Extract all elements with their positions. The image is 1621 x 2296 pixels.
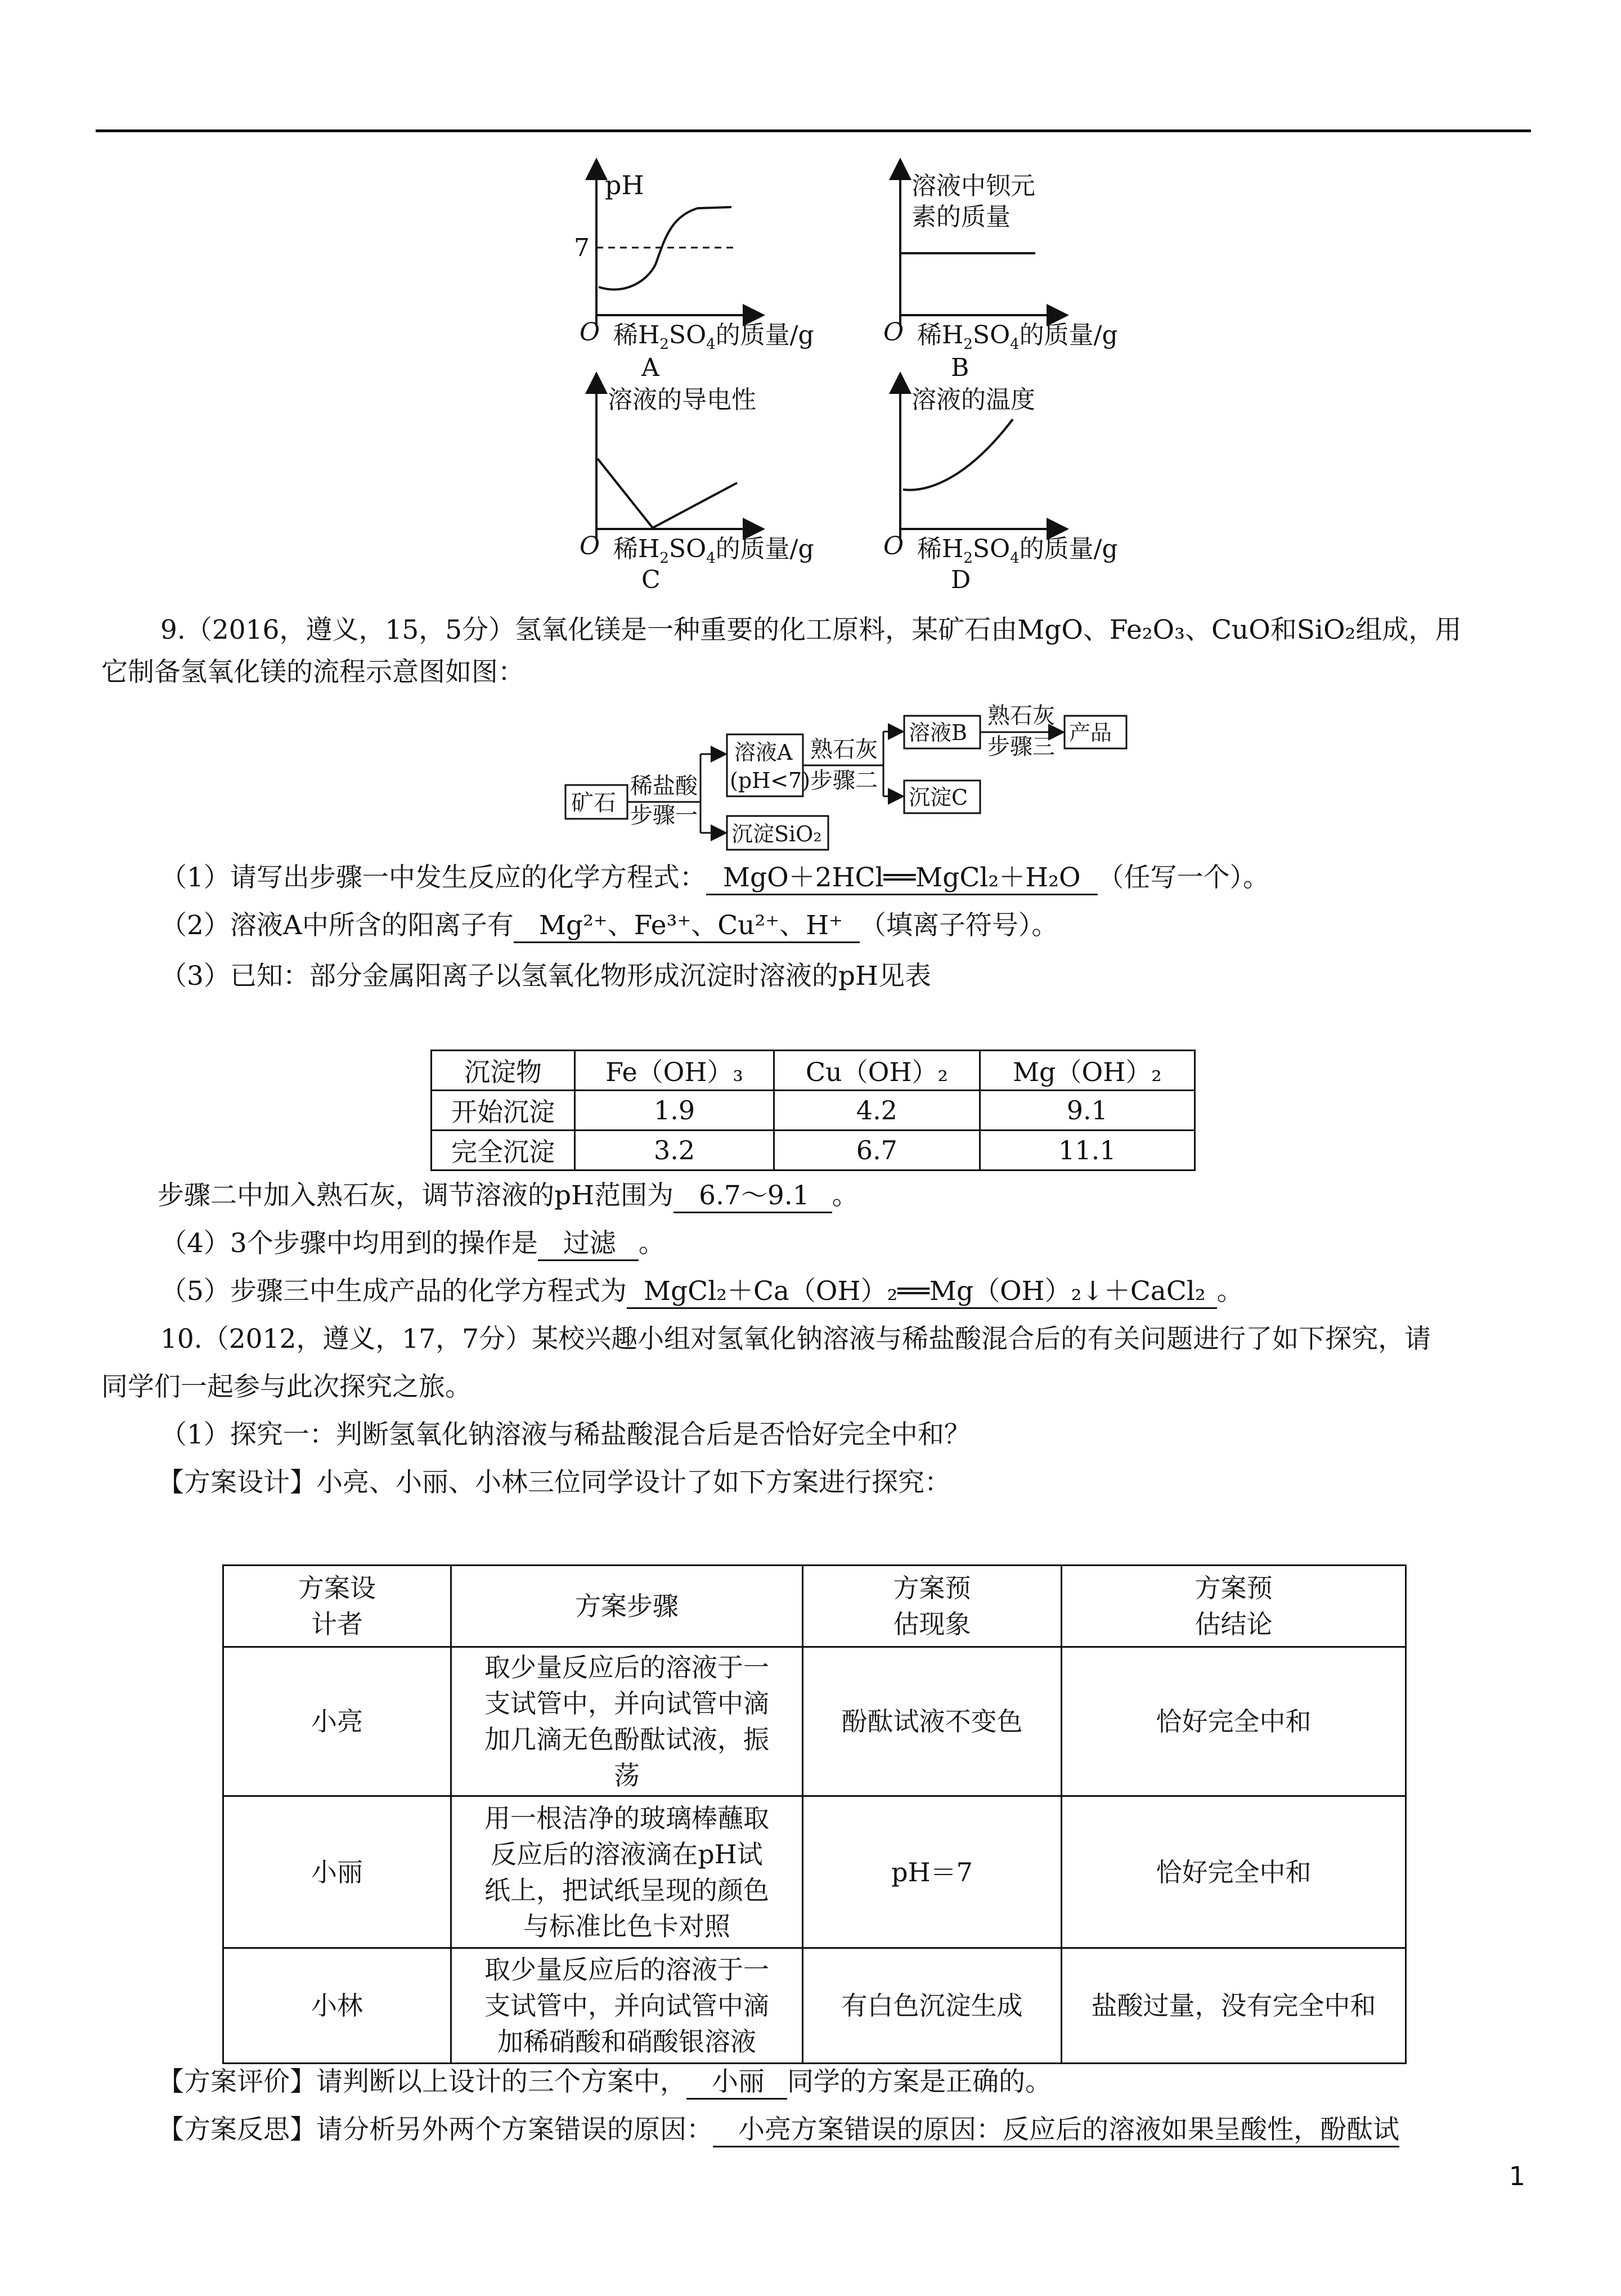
q10-evaluation: 【方案评价】请判断以上设计的三个方案中， 小丽 同学的方案是正确的。 [158, 2062, 1052, 2102]
graph-a-letter: A [641, 353, 659, 382]
table-header-row: 方案设 计者 方案步骤 方案预 估现象 方案预 估结论 [223, 1566, 1406, 1647]
q9-line2: 它制备氢氧化镁的流程示意图如图： [101, 657, 524, 688]
graph-d-xlabel: 稀$H_2SO_4$的质量/g [917, 535, 1118, 567]
table-row: 小亮 取少量反应后的溶液于一 支试管中，并向试管中滴 加几滴无色酚酞试液，振 荡 酚酞试液不变色 恰好完全中和 [223, 1647, 1406, 1796]
graph-b [883, 169, 1118, 382]
svg-text:沉淀C: 沉淀C [909, 785, 968, 810]
graph-b-letter: B [951, 353, 969, 382]
graph-b-ylabel-1: 溶液中钡元 [911, 172, 1035, 200]
table-row: 开始沉淀 1.9 4.2 9.1 [432, 1091, 1195, 1131]
graph-b-ylabel-2: 素的质量 [911, 203, 1011, 231]
flowchart [0, 692, 1621, 861]
graphs-figure [0, 0, 1621, 597]
svg-text:溶液B: 溶液B [909, 720, 967, 745]
svg-text:O: O [883, 318, 904, 347]
q10-line1: 10.（2012，遵义，17，7分）某校兴趣小组对氢氧化钠溶液与稀盐酸混合后的有关问题进行了如下探究，请 [160, 1324, 1431, 1355]
q10-design: 【方案设计】小亮、小丽、小林三位同学设计了如下方案进行探究： [158, 1467, 951, 1498]
q10-sub1: （1）探究一：判断氢氧化钠溶液与稀盐酸混合后是否恰好完全中和？ [160, 1419, 971, 1450]
graph-b-xlabel: 稀$H_2SO_4$的质量/g [917, 321, 1118, 353]
graph-a-ylabel: pH [605, 170, 644, 200]
flow-lime-1: 熟石灰 [810, 737, 878, 763]
graph-c-letter: C [641, 566, 661, 594]
q9-sub5: （5）步骤三中生成产品的化学方程式为 MgCl₂＋Ca（OH）₂══Mg（OH）₂↓＋CaCl₂ 。 [160, 1272, 1243, 1311]
flow-acid: 稀盐酸 [630, 773, 698, 799]
q9-sub5-answer: MgCl₂＋Ca（OH）₂══Mg（OH）₂↓＋CaCl₂ [627, 1276, 1217, 1309]
q10-reflection-answer: 小亮方案错误的原因：反应后的溶液如果呈酸性，酚酞试 [713, 2114, 1399, 2147]
q9-sub3-ph: 步骤二中加入熟石灰，调节溶液的pH范围为 6.7～9.1 。 [158, 1176, 859, 1216]
graph-c-xlabel: 稀$H_2SO_4$的质量/g [613, 535, 814, 567]
flow-lime-2: 熟石灰 [987, 703, 1055, 729]
svg-text:溶液A: 溶液A [734, 740, 793, 765]
page-number: 1 [1508, 2161, 1525, 2191]
plan-table [222, 1564, 1407, 2064]
q9-sub4-answer: 过滤 [538, 1228, 639, 1261]
graph-a [574, 169, 814, 382]
q9-sub3-answer: 6.7～9.1 [673, 1180, 832, 1213]
svg-text:(pH<7): (pH<7) [730, 768, 811, 793]
table-header-row: 沉淀物 Fe（OH）₃ Cu（OH）₂ Mg（OH）₂ [432, 1051, 1195, 1091]
q9-sub3: （3）已知：部分金属阳离子以氢氧化物形成沉淀时溶液的pH见表 [160, 961, 931, 992]
q9-sub1: （1）请写出步骤一中发生反应的化学方程式： MgO＋2HCl══MgCl₂＋H₂O （任写一个）。 [160, 858, 1269, 898]
graph-d-letter: D [951, 566, 971, 594]
svg-text:O: O [580, 532, 600, 560]
graph-c [580, 383, 814, 594]
graph-a-xlabel: 稀$H_2SO_4$的质量/g [613, 321, 814, 353]
table-row: 小丽 用一根洁净的玻璃棒蘸取 反应后的溶液滴在pH试 纸上，把试纸呈现的颜色 与标准比色卡对照 pH＝7 恰好完全中和 [223, 1796, 1406, 1948]
q9-sub2-answer: Mg²⁺、Fe³⁺、Cu²⁺、H⁺ [514, 910, 860, 943]
graph-d [883, 383, 1118, 594]
q9-sub1-answer: MgO＋2HCl══MgCl₂＋H₂O [706, 862, 1098, 895]
svg-text:产品: 产品 [1069, 720, 1112, 745]
svg-text:O: O [580, 318, 600, 347]
graph-a-tick: 7 [574, 234, 590, 262]
q10-line2: 同学们一起参与此次探究之旅。 [101, 1371, 472, 1402]
q9-line1: 9.（2016，遵义，15，5分）氢氧化镁是一种重要的化工原料，某矿石由MgO、Fe₂O₃、CuO和SiO₂组成，用 [160, 615, 1462, 645]
flow-step3: 步骤三 [987, 734, 1055, 760]
svg-text:O: O [883, 532, 904, 560]
svg-text:矿石: 矿石 [571, 790, 616, 816]
q10-eval-answer: 小丽 [686, 2066, 787, 2100]
q9-sub2: （2）溶液A中所含的阳离子有 Mg²⁺、Fe³⁺、Cu²⁺、H⁺ （填离子符号）。 [160, 906, 1058, 945]
q9-sub4: （4）3个步骤中均用到的操作是 过滤 。 [160, 1224, 665, 1263]
svg-text:沉淀SiO₂: 沉淀SiO₂ [731, 822, 822, 846]
flow-step2: 步骤二 [810, 768, 878, 793]
table-row: 小林 取少量反应后的溶液于一 支试管中，并向试管中滴 加稀硝酸和硝酸银溶液 有白色沉淀生成 盐酸过量，没有完全中和 [223, 1948, 1406, 2064]
graph-d-ylabel: 溶液的温度 [911, 385, 1035, 414]
graph-c-ylabel: 溶液的导电性 [608, 385, 756, 414]
flow-step1: 步骤一 [630, 802, 698, 828]
precipitation-ph-table [430, 1050, 1196, 1171]
q10-reflection: 【方案反思】请分析另外两个方案错误的原因： 小亮方案错误的原因：反应后的溶液如果呈酸性，酚酞试 [158, 2110, 1399, 2150]
table-row: 完全沉淀 3.2 6.7 11.1 [432, 1131, 1195, 1171]
